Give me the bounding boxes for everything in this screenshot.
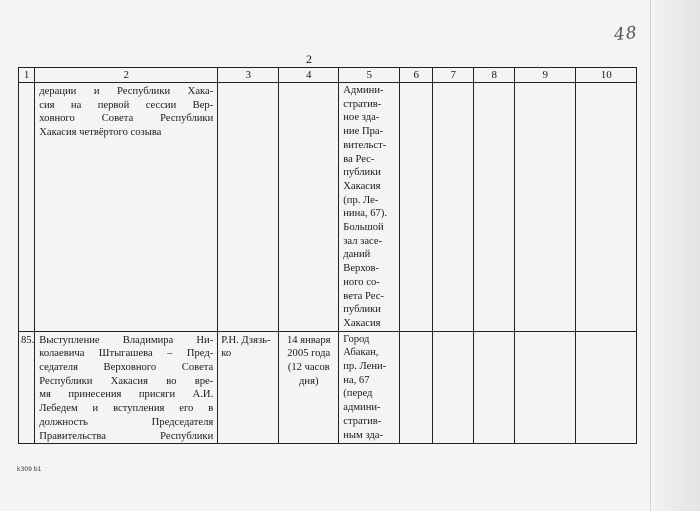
header-cell-6: 6 <box>400 68 433 83</box>
header-cell-10: 10 <box>576 68 637 83</box>
description-cell <box>35 331 218 444</box>
header-cell-9: 9 <box>515 68 576 83</box>
date-cell <box>279 331 339 444</box>
place-line: пр. Лени- <box>343 361 387 373</box>
date-cell <box>279 83 339 332</box>
empty-cell-7 <box>433 331 474 444</box>
place-cell <box>339 331 400 444</box>
place-line: публики <box>343 304 381 316</box>
performer-cell <box>218 331 279 444</box>
place-line: Хакасия <box>343 180 381 192</box>
empty-cell-10 <box>576 83 637 332</box>
place-line: админи- <box>343 402 381 414</box>
performer-line: ко <box>221 348 232 360</box>
empty-cell-7 <box>433 83 474 332</box>
place-line: Админи- <box>343 85 384 96</box>
table-row <box>19 83 637 332</box>
header-cell-4: 4 <box>279 68 339 83</box>
empty-cell-8 <box>474 83 515 332</box>
place-line: вительст- <box>343 139 387 151</box>
place-line: публики <box>343 167 381 179</box>
date-line: 14 января <box>286 334 331 346</box>
header-cell-5: 5 <box>339 68 400 83</box>
place-line: (пр. Ле- <box>343 194 379 206</box>
row-number-cell <box>19 83 35 332</box>
table-header-row <box>19 68 637 83</box>
empty-cell-9 <box>515 83 576 332</box>
performer-line: Р.Н. Дзязь- <box>221 334 271 346</box>
place-cell <box>339 83 400 332</box>
description-line: ховного Совета Республики <box>39 113 214 125</box>
place-line: стратив- <box>343 415 382 427</box>
description-line: Республики Хакасия во вре- <box>39 375 214 387</box>
description-cell <box>35 83 218 332</box>
place-line: вета Рес- <box>343 290 384 302</box>
description-line: Хакасия четвёртого созыва <box>39 127 162 139</box>
print-code: k309 b1 <box>17 466 42 473</box>
place-line: ное зда- <box>343 112 380 124</box>
description-line: седателя Верховного Совета <box>39 362 214 374</box>
description-line: Правительства Республики <box>39 430 214 442</box>
date-line: (12 часов <box>287 362 330 374</box>
description-line: мя принесения присяги А.И. <box>39 389 214 401</box>
date-line: дня) <box>299 375 319 387</box>
page-edge-shadow <box>654 0 700 511</box>
page-number: 2 <box>306 52 312 66</box>
handwritten-sheet-number: 48 <box>613 22 639 46</box>
place-line: ным зда- <box>343 429 384 441</box>
place-line: нина, 67). <box>343 208 388 220</box>
place-line: Верхов- <box>343 263 380 275</box>
description-line: Выступление Владимира Ни- <box>39 334 214 346</box>
empty-cell-8 <box>474 331 515 444</box>
records-table <box>18 67 637 444</box>
table-row <box>19 331 637 444</box>
place-line: Город <box>343 333 370 345</box>
description-line: колаевича Штыгашева – Пред- <box>39 348 214 360</box>
place-line: на, 67 <box>343 374 370 386</box>
description-line: дерации и Республики Хака- <box>39 86 214 97</box>
header-cell-7: 7 <box>433 68 474 83</box>
empty-cell-10 <box>576 331 637 444</box>
place-line: (перед <box>343 388 373 400</box>
header-cell-3: 3 <box>218 68 279 83</box>
page-fold-line <box>650 0 651 511</box>
place-line: Большой <box>343 222 384 234</box>
place-line: ного со- <box>343 276 380 288</box>
place-line: даний <box>343 249 371 261</box>
header-cell-2: 2 <box>35 68 218 83</box>
row-number-cell: 85. <box>19 331 35 444</box>
description-line: Лебедем и вступления его в <box>39 403 214 415</box>
place-line: Абакан, <box>343 347 379 359</box>
empty-cell-6 <box>400 83 433 332</box>
empty-cell-6 <box>400 331 433 444</box>
place-line: Хакасия <box>343 317 381 329</box>
header-cell-8: 8 <box>474 68 515 83</box>
performer-cell <box>218 83 279 332</box>
place-line: ва Рес- <box>343 153 375 165</box>
header-cell-1: 1 <box>19 68 35 83</box>
description-line: сия на первой сессии Вер- <box>39 99 214 111</box>
place-line: ние Пра- <box>343 126 384 138</box>
empty-cell-9 <box>515 331 576 444</box>
place-line: стратив- <box>343 98 382 110</box>
date-line: 2005 года <box>287 348 331 360</box>
description-line: должность Председателя <box>39 416 214 428</box>
place-line: зал засе- <box>343 235 383 247</box>
